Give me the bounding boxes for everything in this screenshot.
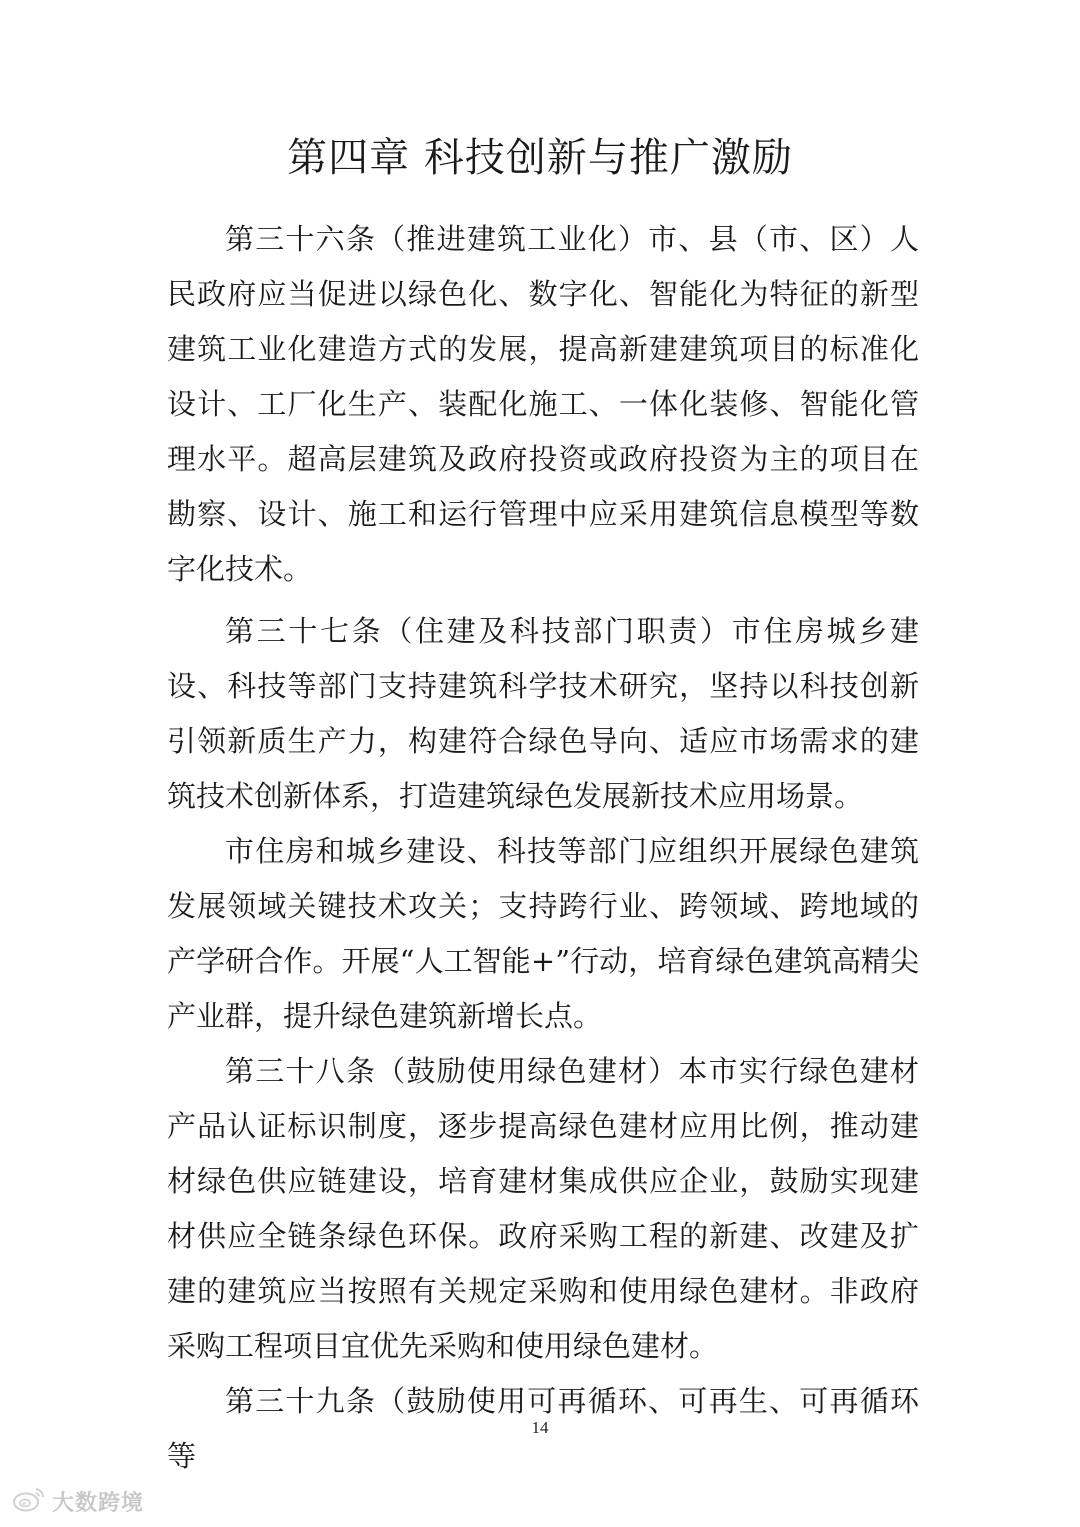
watermark [12, 1484, 144, 1518]
document-body [167, 212, 919, 1484]
article-38-paragraph: 第三十八条（鼓励使用绿色建材）本市实行绿色建材产品认证标识制度，逐步提高绿色建材应用比例，推动建材绿色供应链建设，培育建材集成供应企业，鼓励实现建材供应全链条绿色环保。政府采购工程的新建、改建及扩建的建筑应当按照有关规定采购和使用绿色建材。非政府采购工程项目宜优先采购和使用绿色建材。 [167, 1054, 919, 1363]
watermark-text: 大数跨境 [52, 1490, 145, 1516]
chapter-title: 第四章 科技创新与推广激励 [287, 135, 793, 181]
page-number: 14 [531, 1418, 549, 1437]
article-36-paragraph: 第三十六条（推进建筑工业化）市、县（市、区）人民政府应当促进以绿色化、数字化、智能化为特征的新型建筑工业化建造方式的发展，提高新建建筑项目的标准化设计、工厂化生产、装配化施工、一体化装修、智能化管理水平。超高层建筑及政府投资或政府投资为主的项目在勘察、设计、施工和运行管理中应采用建筑信息模型等数字化技术。 [167, 222, 919, 586]
article-39-paragraph: 第三十九条（鼓励使用可再循环、可再生、可再循环等 [167, 1384, 919, 1473]
article-37-subparagraph: 市住房和城乡建设、科技等部门应组织开展绿色建筑发展领域关键技术攻关；支持跨行业、跨领域、跨地域的产学研合作。开展“人工智能+”行动，培育绿色建筑高精尖产业群，提升绿色建筑新增长点。 [167, 834, 919, 1033]
article-37-paragraph: 第三十七条（住建及科技部门职责）市住房城乡建设、科技等部门支持建筑科学技术研究，坚持以科技创新引领新质生产力，构建符合绿色导向、适应市场需求的建筑技术创新体系，打造建筑绿色发展新技术应用场景。 [167, 614, 919, 813]
weibo-logo-icon [12, 1486, 46, 1516]
